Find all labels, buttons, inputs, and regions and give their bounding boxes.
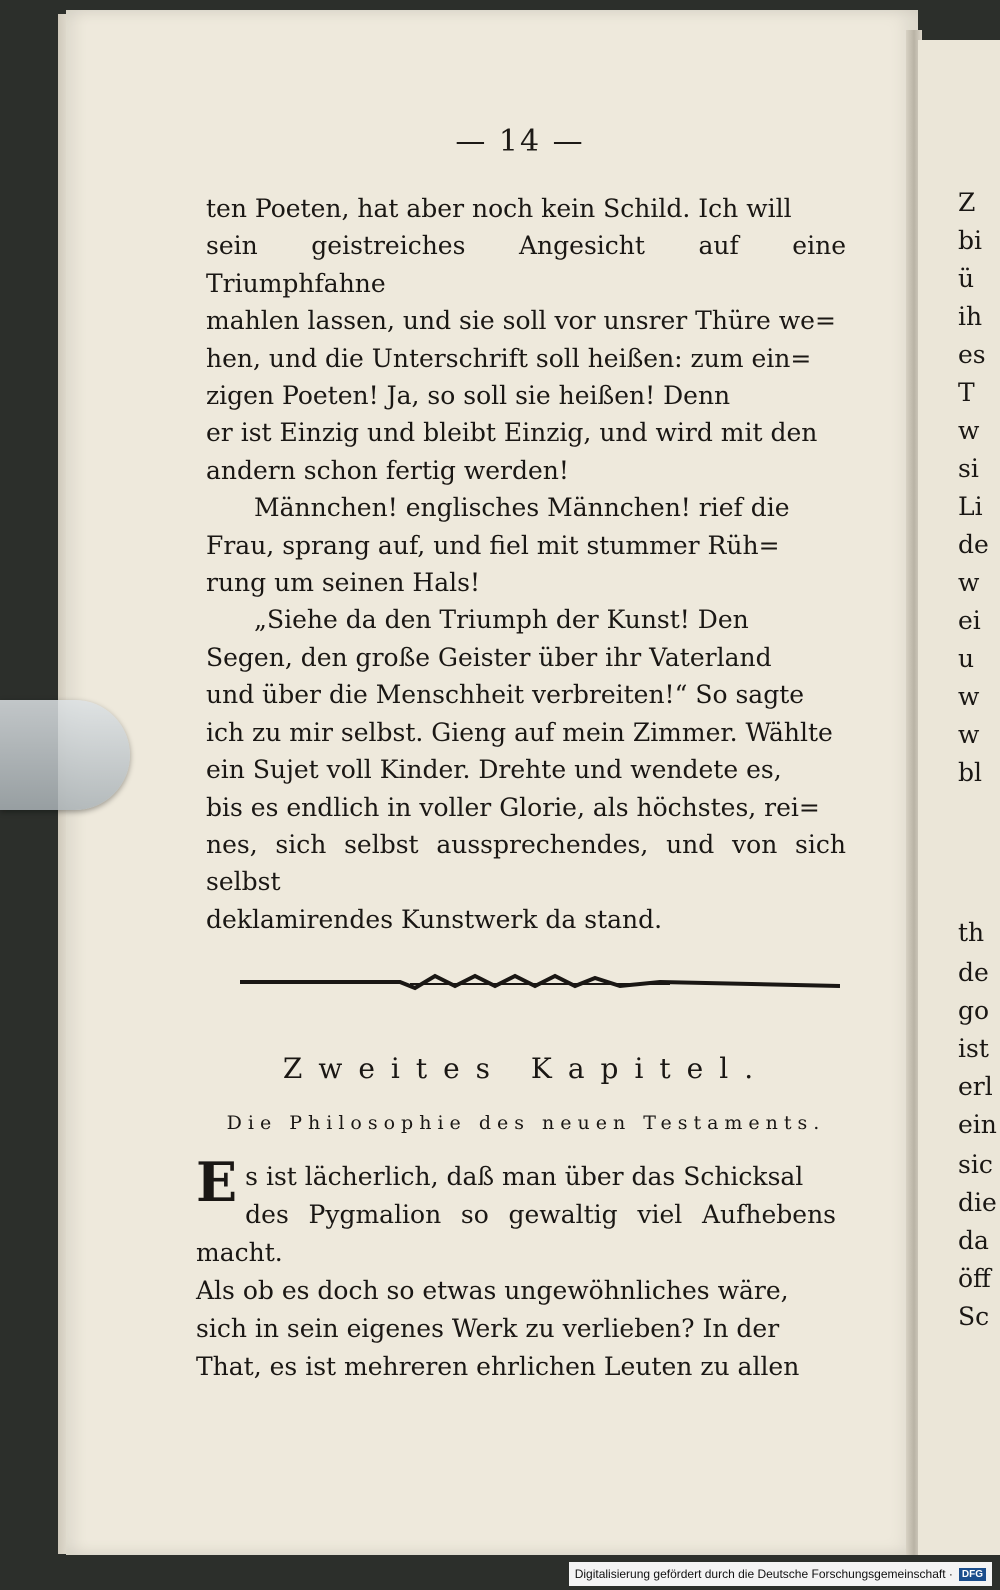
text-line: Frau, sprang auf, und fiel mit stummer Rüh= — [206, 530, 780, 560]
right-page-fragment: u — [958, 644, 975, 673]
text-line: nes, sich selbst aussprechendes, und von sich selbst — [206, 829, 846, 897]
footer-text: Digitalisierung gefördert durch die Deutsche Forschungsgemeinschaft · — [574, 1567, 953, 1581]
right-page-fragment: go — [958, 996, 990, 1025]
right-page-fragment: es — [958, 340, 986, 369]
decorative-rule — [240, 968, 840, 998]
text-line: sich in sein eigenes Werk zu verlieben? In der — [196, 1314, 780, 1343]
right-page-fragment: Li — [958, 492, 983, 521]
right-page-fragment: th — [958, 918, 985, 947]
text-line: deklamirendes Kunstwerk da stand. — [206, 904, 663, 934]
right-page-fragment: ü — [958, 264, 975, 293]
text-line: mahlen lassen, und sie soll vor unsrer Thüre we= — [206, 306, 836, 336]
right-page-fragment: w — [958, 720, 980, 749]
text-line: Segen, den große Geister über ihr Vaterland — [206, 642, 772, 672]
right-page-fragment: de — [958, 530, 989, 559]
digitization-footer — [569, 1562, 992, 1586]
text-line: „Siehe da den Triumph der Kunst! Den — [254, 605, 749, 635]
text-line: sein geistreiches Angesicht auf eine Triumphfahne — [206, 231, 846, 298]
right-page-fragment: ist — [958, 1034, 989, 1063]
chapter-body — [196, 1150, 836, 1386]
right-page-fragment: bl — [958, 758, 982, 787]
text-line: und über die Menschheit verbreiten!“ So sagte — [206, 680, 805, 710]
right-page-fragment: si — [958, 454, 979, 483]
page-number: — 14 — — [455, 124, 585, 159]
right-page-fragment: w — [958, 682, 980, 711]
book-clip — [0, 700, 130, 810]
right-page-fragment: T — [958, 378, 975, 407]
right-page-fragment: Sc — [958, 1302, 990, 1331]
text-line: ich zu mir selbst. Gieng auf mein Zimmer. Wählte — [206, 717, 833, 747]
text-line: zigen Poeten! Ja, so soll sie heißen! Denn — [206, 381, 731, 411]
text-line: ein Sujet voll Kinder. Drehte und wendete es, — [206, 755, 782, 785]
text-line: Als ob es doch so etwas ungewöhnliches wäre, — [196, 1276, 789, 1305]
text-line: That, es ist mehreren ehrlichen Leuten zu allen — [196, 1352, 800, 1381]
text-line: des Pygmalion so gewaltig viel Aufhebens macht. — [196, 1200, 836, 1267]
right-page-fragment: w — [958, 416, 980, 445]
text-line: rung um seinen Hals! — [206, 568, 480, 598]
right-page-fragment: öff — [958, 1264, 991, 1293]
chapter-subtitle: Die Philosophie des neuen Testaments. — [226, 1112, 826, 1134]
text-line: Männchen! englisches Männchen! rief die — [254, 493, 790, 523]
dfg-logo: DFG — [959, 1568, 986, 1581]
right-page-fragment: w — [958, 568, 980, 597]
right-page-fragment: sic — [958, 1150, 993, 1179]
right-page-fragment: erl — [958, 1072, 993, 1101]
chapter-title: Zweites Kapitel. — [282, 1052, 770, 1085]
right-page-fragment: die — [958, 1188, 997, 1217]
paragraph — [206, 489, 846, 601]
right-page-fragment: ein — [958, 1110, 997, 1139]
text-line: ten Poeten, hat aber noch kein Schild. Ich will — [206, 194, 792, 223]
paragraph — [196, 1150, 836, 1386]
text-block — [206, 190, 846, 938]
right-page-fragment: ei — [958, 606, 981, 635]
right-page-fragment: Z — [958, 188, 976, 217]
drop-cap: E — [196, 1150, 238, 1214]
right-page-fragment: ih — [958, 302, 983, 331]
text-line: s ist lächerlich, daß man über das Schicksal — [245, 1162, 804, 1191]
right-page-fragment: da — [958, 1226, 989, 1255]
text-line: er ist Einzig und bleibt Einzig, und wird mit den — [206, 418, 818, 448]
right-page-fragment: bi — [958, 226, 982, 255]
text-line: hen, und die Unterschrift soll heißen: zum ein= — [206, 343, 812, 373]
text-line: bis es endlich in voller Glorie, als höchstes, rei= — [206, 792, 820, 822]
right-page-fragment: de — [958, 958, 989, 987]
paragraph — [206, 601, 846, 938]
paragraph — [206, 190, 846, 489]
text-line: andern schon fertig werden! — [206, 455, 569, 485]
